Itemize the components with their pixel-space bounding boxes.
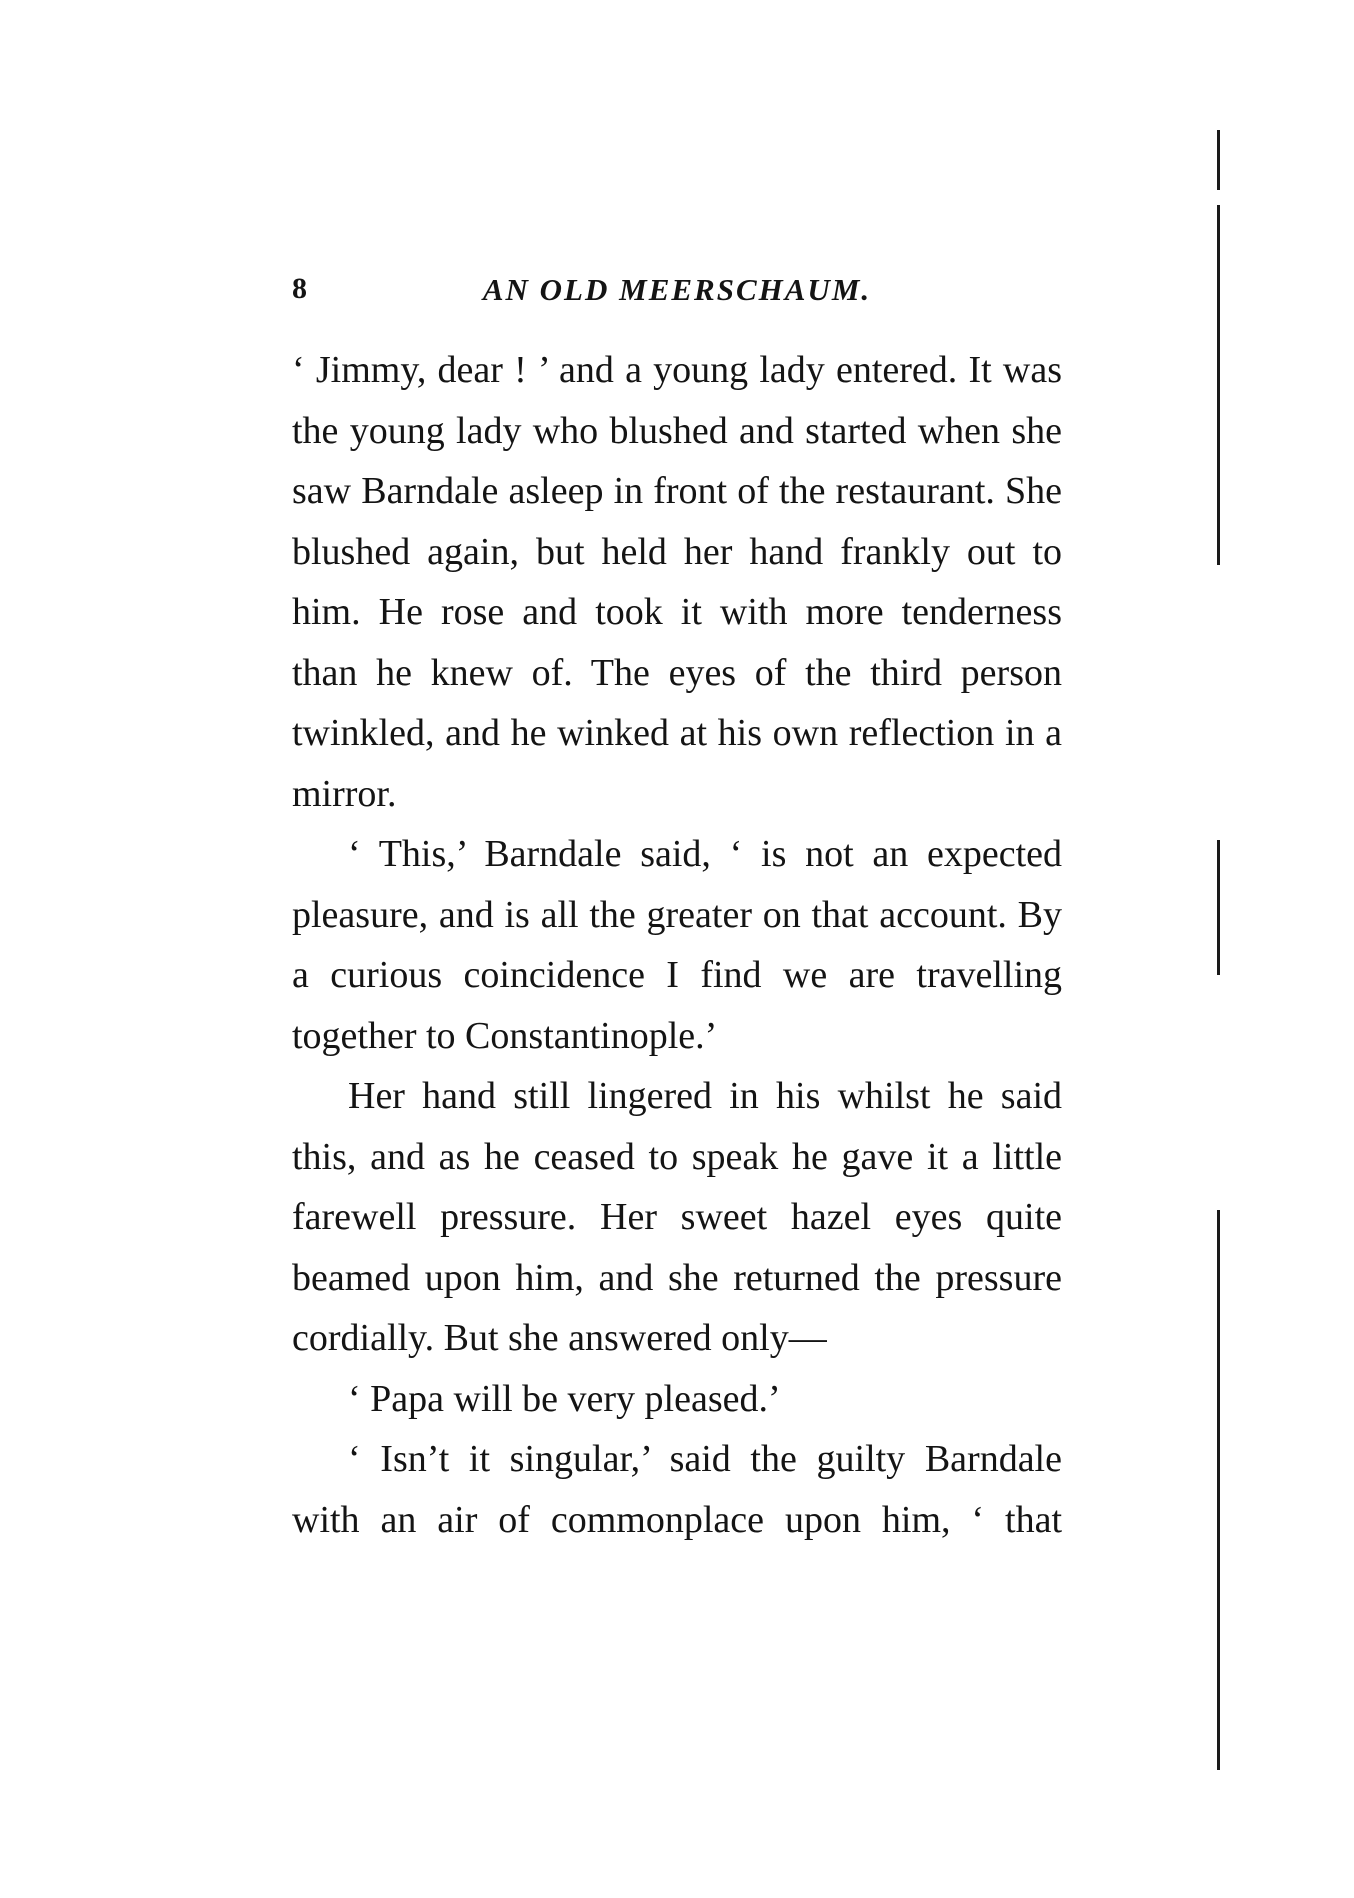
edge-mark: [1217, 1210, 1220, 1770]
page-edge-shadow: [1217, 130, 1223, 1770]
paragraph-5: ‘ Isn’t it singular,’ said the guilty Barndale with an air of commonplace upon him, ‘ that: [292, 1438, 1062, 1541]
paragraph-2: ‘ This,’ Barndale said, ‘ is not an expected pleasure, and is all the greater on that account. By a curious coincidence I find we are travelling together to Constantinople.’: [292, 833, 1062, 1057]
page-number: 8: [292, 272, 307, 305]
body-text: [292, 340, 1062, 1550]
running-head: [292, 272, 1062, 316]
edge-mark: [1217, 840, 1220, 975]
paragraph-3: Her hand still lingered in his whilst he said this, and as he ceased to speak he gave it a little farewell pressure. Her sweet hazel eyes quite beamed upon him, and she returned the pressure cordially. But she answered only—: [292, 1075, 1062, 1359]
edge-mark: [1217, 205, 1220, 565]
paragraph-4: ‘ Papa will be very pleased.’: [348, 1377, 781, 1420]
running-title: AN OLD MEERSCHAUM.: [482, 272, 872, 307]
edge-mark: [1217, 130, 1220, 190]
paragraph-1: ‘ Jimmy, dear ! ’ and a young lady entered. It was the young lady who blushed and started when she saw Barndale asleep in front of the restaurant. She blushed again, but held her hand frankly out to him. He rose and took it with more tenderness than he knew of. The eyes of the third person twinkled, and he winked at his own reflection in a mirror.: [292, 349, 1062, 815]
